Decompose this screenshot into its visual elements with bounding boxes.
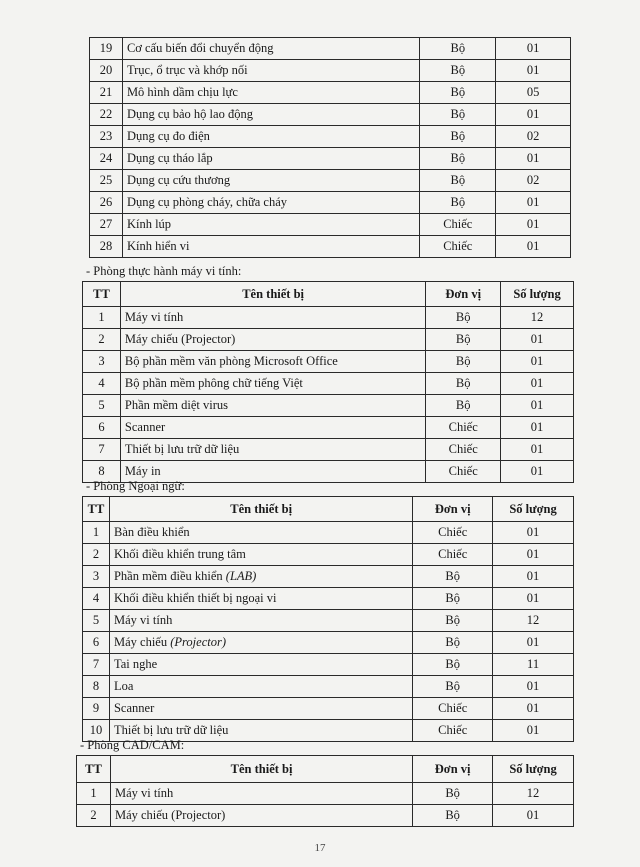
equipment-name-text: Phần mềm điều khiển [113, 569, 226, 583]
table-row [83, 439, 574, 461]
cell-equipment-name: Tai nghe [109, 654, 412, 676]
cell-tt: 6 [83, 632, 110, 654]
table-row [83, 417, 574, 439]
section-heading-computer-lab: - Phòng thực hành máy vi tính: [86, 264, 242, 278]
cell-tt: 2 [83, 544, 110, 566]
cell-equipment-name: Máy vi tính [110, 783, 412, 805]
cell-quantity: 01 [493, 676, 574, 698]
table-row [83, 566, 574, 588]
cell-tt: 28 [90, 236, 123, 258]
table-row [90, 82, 571, 104]
table-row [77, 805, 574, 827]
table-row [90, 192, 571, 214]
cell-unit: Bộ [426, 373, 501, 395]
cell-tt: 19 [90, 38, 123, 60]
cell-tt: 1 [83, 307, 121, 329]
cell-unit: Bộ [413, 566, 493, 588]
cell-quantity: 01 [493, 544, 574, 566]
cell-tt: 21 [90, 82, 123, 104]
cell-quantity: 01 [501, 329, 574, 351]
cell-equipment-name: Dụng cụ bảo hộ lao động [122, 104, 419, 126]
cell-equipment-name: Bộ phần mềm văn phòng Microsoft Office [120, 351, 425, 373]
cell-quantity: 01 [501, 351, 574, 373]
cell-equipment-name [109, 566, 412, 588]
cell-equipment-name: Phần mềm diệt virus [120, 395, 425, 417]
column-header-tt: TT [77, 756, 111, 783]
column-header-qty: Số lượng [493, 497, 574, 522]
cell-unit: Chiếc [413, 698, 493, 720]
equipment-name-italic: (LAB) [225, 569, 257, 583]
cell-quantity: 12 [493, 783, 574, 805]
table-row [90, 214, 571, 236]
cell-unit: Bộ [413, 676, 493, 698]
cell-quantity: 05 [496, 82, 571, 104]
cell-tt: 23 [90, 126, 123, 148]
cell-quantity: 01 [493, 698, 574, 720]
cell-unit: Bộ [413, 588, 493, 610]
table-row [83, 676, 574, 698]
cell-tt: 24 [90, 148, 123, 170]
cell-quantity: 02 [496, 126, 571, 148]
cell-tt: 9 [83, 698, 110, 720]
cell-equipment-name: Dụng cụ đo điện [122, 126, 419, 148]
cell-unit: Chiếc [413, 720, 493, 742]
cell-equipment-name: Máy vi tính [120, 307, 425, 329]
cell-quantity: 01 [501, 461, 574, 483]
table-row [83, 395, 574, 417]
cell-tt: 20 [90, 60, 123, 82]
section-heading-cadcam-lab: - Phòng CAD/CAM: [80, 738, 185, 752]
cell-quantity: 01 [501, 373, 574, 395]
cell-unit: Bộ [420, 60, 496, 82]
cell-unit: Bộ [420, 170, 496, 192]
column-header-tt: TT [83, 497, 110, 522]
table-row [77, 783, 574, 805]
cell-equipment-name: Dụng cụ cứu thương [122, 170, 419, 192]
cell-tt: 2 [77, 805, 111, 827]
cell-quantity: 01 [496, 214, 571, 236]
cell-tt: 8 [83, 676, 110, 698]
cell-unit: Bộ [413, 610, 493, 632]
cell-unit: Bộ [413, 654, 493, 676]
cell-tt: 4 [83, 373, 121, 395]
cell-quantity: 01 [493, 588, 574, 610]
cell-unit: Bộ [413, 632, 493, 654]
cell-tt: 3 [83, 351, 121, 373]
section-heading-language-lab: - Phòng Ngoại ngữ: [86, 479, 185, 493]
cell-equipment-name: Dụng cụ tháo lắp [122, 148, 419, 170]
cell-unit: Chiếc [420, 236, 496, 258]
table-row [83, 522, 574, 544]
cell-quantity: 01 [496, 38, 571, 60]
cell-quantity: 01 [493, 805, 574, 827]
cell-unit: Bộ [420, 82, 496, 104]
table-row [90, 60, 571, 82]
column-header-qty: Số lượng [493, 756, 574, 783]
cell-equipment-name: Kính hiển vi [122, 236, 419, 258]
table-row [90, 104, 571, 126]
equipment-table-language-lab [82, 496, 574, 742]
table-row [83, 351, 574, 373]
cell-equipment-name: Scanner [109, 698, 412, 720]
cell-equipment-name: Kính lúp [122, 214, 419, 236]
table-row [83, 544, 574, 566]
cell-tt: 3 [83, 566, 110, 588]
cell-tt: 7 [83, 654, 110, 676]
cell-quantity: 02 [496, 170, 571, 192]
table-row [83, 329, 574, 351]
cell-equipment-name: Cơ cấu biến đổi chuyển động [122, 38, 419, 60]
cell-tt: 6 [83, 417, 121, 439]
cell-unit: Bộ [413, 805, 493, 827]
cell-unit: Bộ [426, 329, 501, 351]
cell-quantity: 01 [496, 60, 571, 82]
cell-quantity: 01 [496, 236, 571, 258]
cell-unit: Bộ [426, 307, 501, 329]
equipment-table-computer-lab [82, 281, 574, 483]
cell-unit: Chiếc [420, 214, 496, 236]
column-header-unit: Đơn vị [426, 282, 501, 307]
cell-unit: Bộ [426, 351, 501, 373]
cell-tt: 2 [83, 329, 121, 351]
cell-quantity: 01 [496, 192, 571, 214]
table-row [83, 610, 574, 632]
cell-quantity: 01 [496, 104, 571, 126]
cell-equipment-name: Mô hình dầm chịu lực [122, 82, 419, 104]
cell-tt: 4 [83, 588, 110, 610]
table-row [83, 632, 574, 654]
cell-tt: 1 [77, 783, 111, 805]
table-row [83, 307, 574, 329]
table-row [90, 170, 571, 192]
table-row [83, 654, 574, 676]
cell-unit: Chiếc [413, 522, 493, 544]
table-row [83, 588, 574, 610]
cell-tt: 25 [90, 170, 123, 192]
cell-tt: 10 [83, 720, 110, 742]
equipment-name-italic: (Projector) [170, 635, 226, 649]
cell-unit: Bộ [426, 395, 501, 417]
table-row [83, 373, 574, 395]
cell-unit: Bộ [420, 104, 496, 126]
cell-quantity: 01 [493, 632, 574, 654]
cell-equipment-name: Bàn điều khiển [109, 522, 412, 544]
cell-unit: Chiếc [426, 439, 501, 461]
cell-equipment-name: Loa [109, 676, 412, 698]
table-row [90, 126, 571, 148]
cell-equipment-name: Bộ phần mềm phông chữ tiếng Việt [120, 373, 425, 395]
column-header-qty: Số lượng [501, 282, 574, 307]
cell-tt: 8 [83, 461, 121, 483]
cell-quantity: 01 [493, 566, 574, 588]
column-header-tt: TT [83, 282, 121, 307]
column-header-unit: Đơn vị [413, 497, 493, 522]
column-header-name: Tên thiết bị [120, 282, 425, 307]
cell-unit: Bộ [420, 38, 496, 60]
table-row [90, 236, 571, 258]
cell-equipment-name: Scanner [120, 417, 425, 439]
cell-quantity: 11 [493, 654, 574, 676]
cell-tt: 7 [83, 439, 121, 461]
cell-unit: Bộ [413, 783, 493, 805]
column-header-name: Tên thiết bị [109, 497, 412, 522]
cell-equipment-name: Máy chiếu (Projector) [120, 329, 425, 351]
table-row [90, 38, 571, 60]
cell-unit: Bộ [420, 148, 496, 170]
cell-unit: Bộ [420, 192, 496, 214]
cell-tt: 22 [90, 104, 123, 126]
cell-equipment-name: Trục, ổ trục và khớp nối [122, 60, 419, 82]
cell-quantity: 01 [493, 720, 574, 742]
cell-tt: 5 [83, 395, 121, 417]
cell-equipment-name: Khối điều khiển thiết bị ngoại vi [109, 588, 412, 610]
cell-unit: Bộ [420, 126, 496, 148]
cell-unit: Chiếc [413, 544, 493, 566]
cell-quantity: 01 [501, 395, 574, 417]
cell-equipment-name: Khối điều khiển trung tâm [109, 544, 412, 566]
cell-equipment-name: Dụng cụ phòng cháy, chữa cháy [122, 192, 419, 214]
cell-equipment-name [109, 632, 412, 654]
cell-quantity: 01 [496, 148, 571, 170]
column-header-name: Tên thiết bị [110, 756, 412, 783]
cell-tt: 1 [83, 522, 110, 544]
cell-quantity: 01 [501, 439, 574, 461]
cell-tt: 5 [83, 610, 110, 632]
cell-equipment-name: Máy in [120, 461, 425, 483]
cell-quantity: 12 [501, 307, 574, 329]
equipment-table-cadcam-lab [76, 755, 574, 827]
cell-tt: 27 [90, 214, 123, 236]
equipment-table-continuation [89, 37, 571, 258]
table-row [90, 148, 571, 170]
cell-equipment-name: Máy vi tính [109, 610, 412, 632]
cell-unit: Chiếc [426, 461, 501, 483]
cell-quantity: 01 [493, 522, 574, 544]
cell-quantity: 12 [493, 610, 574, 632]
page-number: 17 [314, 842, 326, 854]
cell-quantity: 01 [501, 417, 574, 439]
equipment-name-text: Máy chiếu [113, 635, 171, 649]
cell-equipment-name: Thiết bị lưu trữ dữ liệu [109, 720, 412, 742]
cell-equipment-name: Thiết bị lưu trữ dữ liệu [120, 439, 425, 461]
cell-unit: Chiếc [426, 417, 501, 439]
cell-equipment-name: Máy chiếu (Projector) [110, 805, 412, 827]
cell-tt: 26 [90, 192, 123, 214]
table-row [83, 698, 574, 720]
column-header-unit: Đơn vị [413, 756, 493, 783]
